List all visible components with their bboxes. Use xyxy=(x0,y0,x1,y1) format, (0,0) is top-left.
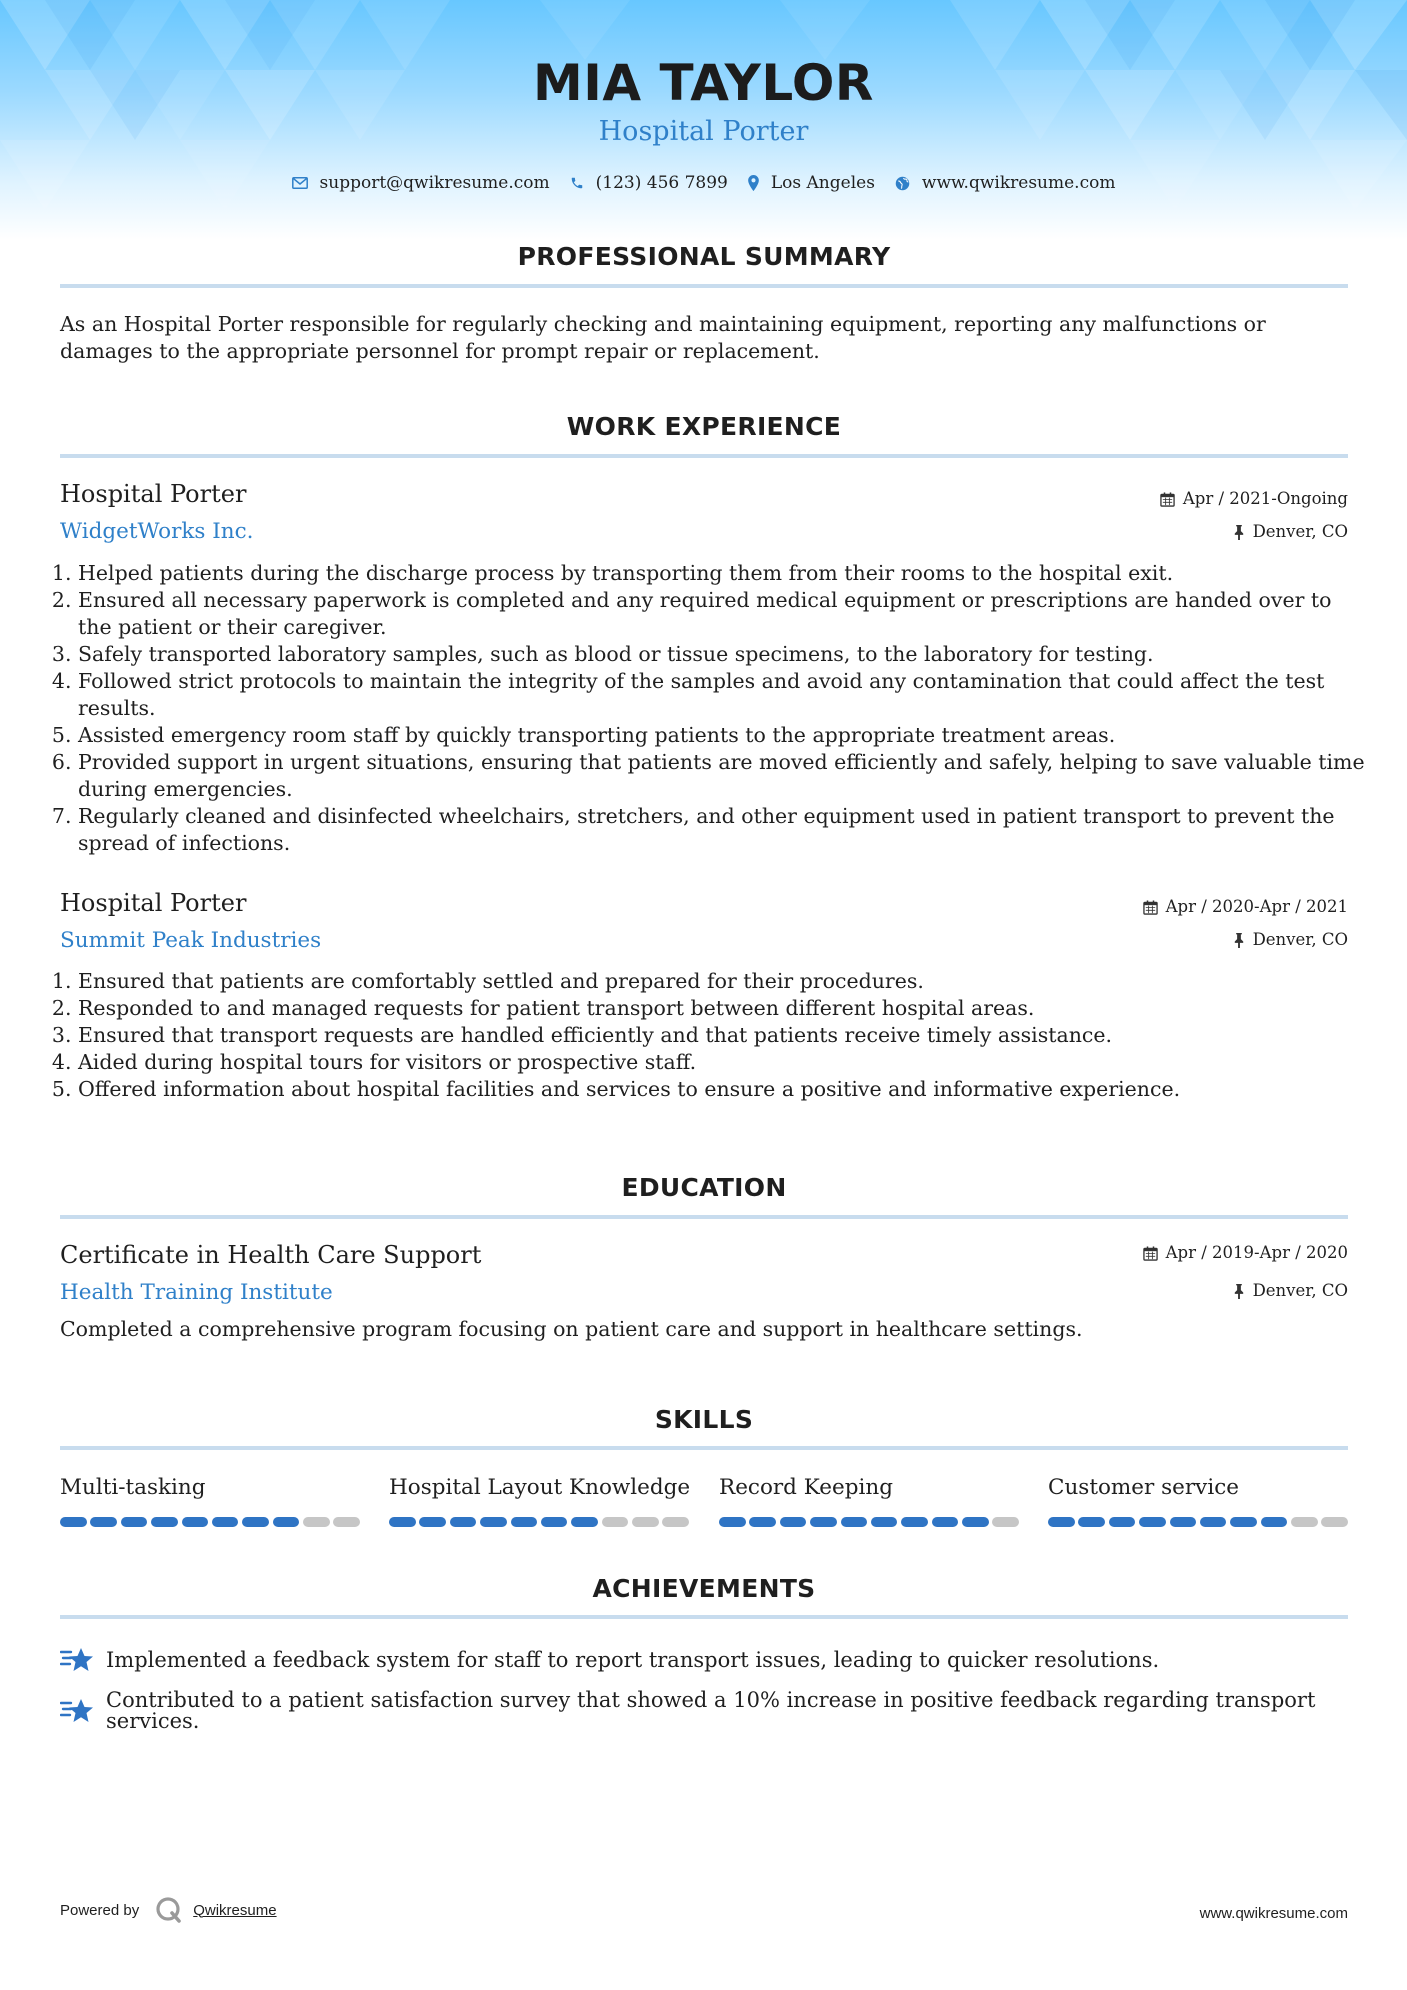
skill-segment-filled xyxy=(511,1517,538,1527)
education-location-text: Denver, CO xyxy=(1252,1281,1348,1300)
skill-segment-filled xyxy=(841,1517,868,1527)
achievement-item xyxy=(60,1646,1348,1674)
skill-level-bar xyxy=(719,1517,1019,1527)
contact-website-text: www.qwikresume.com xyxy=(921,173,1116,193)
phone-icon xyxy=(570,176,584,190)
education-location xyxy=(1233,1283,1348,1300)
summary-divider xyxy=(60,284,1348,288)
skill-segment-filled xyxy=(419,1517,446,1527)
job-1-role: Hospital Porter xyxy=(60,480,247,508)
achievements-divider xyxy=(60,1615,1348,1619)
skill-segment-empty xyxy=(303,1517,330,1527)
skill-level-bar xyxy=(389,1517,689,1527)
list-item: 5. Offered information about hospital facilities and services to ensure a positive and informative experience. xyxy=(78,1076,1366,1103)
achievements-heading: ACHIEVEMENTS xyxy=(592,1574,816,1603)
list-item: 3. Ensured that transport requests are handled efficiently and that patients receive timely assistance. xyxy=(78,1022,1366,1049)
list-item: 5. Assisted emergency room staff by quickly transporting patients to the appropriate treatment areas. xyxy=(78,722,1366,749)
skill-segment-empty xyxy=(662,1517,689,1527)
skill-segment-filled xyxy=(932,1517,959,1527)
achievement-text: Contributed to a patient satisfaction survey that showed a 10% increase in positive feedback regarding transport services. xyxy=(106,1688,1316,1733)
education-date-text: Apr / 2019-Apr / 2020 xyxy=(1165,1243,1348,1262)
skill-name: Multi-tasking xyxy=(60,1475,206,1500)
list-item: 2. Ensured all necessary paperwork is completed and any required medical equipment or prescriptions are handed over to the patient or their caregiver. xyxy=(78,587,1366,641)
skill-segment-filled xyxy=(810,1517,837,1527)
education-date xyxy=(1143,1245,1348,1262)
skill-segment-filled xyxy=(1170,1517,1197,1527)
skill-segment-empty xyxy=(1291,1517,1318,1527)
skill-segment-filled xyxy=(151,1517,178,1527)
skill-segment-filled xyxy=(571,1517,598,1527)
skill-segment-filled xyxy=(1230,1517,1257,1527)
experience-heading: WORK EXPERIENCE xyxy=(566,412,842,441)
list-item: 4. Followed strict protocols to maintain the integrity of the samples and avoid any contamination that could affect the test results. xyxy=(78,668,1366,722)
list-item: 7. Regularly cleaned and disinfected wheelchairs, stretchers, and other equipment used in patient transport to prevent the spread of infections. xyxy=(78,803,1366,857)
education-divider xyxy=(60,1215,1348,1219)
contact-phone-text: (123) 456 7899 xyxy=(595,173,728,193)
job-1-bullets xyxy=(60,560,1366,857)
skill-name: Hospital Layout Knowledge xyxy=(389,1475,691,1500)
skill-segment-filled xyxy=(242,1517,269,1527)
globe-icon xyxy=(895,176,910,191)
powered-by-label: Powered by xyxy=(60,1901,140,1919)
skill-segment-empty xyxy=(992,1517,1019,1527)
skill-segment-filled xyxy=(90,1517,117,1527)
list-item: 1. Helped patients during the discharge process by transporting them from their rooms to the hospital exit. xyxy=(78,560,1366,587)
job-2-company: Summit Peak Industries xyxy=(60,928,322,953)
calendar-icon xyxy=(1143,1246,1158,1261)
candidate-name: MIA TAYLOR xyxy=(533,54,874,112)
skill-item xyxy=(1048,1477,1348,1527)
job-1-location-text: Denver, CO xyxy=(1252,522,1348,541)
candidate-title: Hospital Porter xyxy=(598,116,809,147)
envelope-icon xyxy=(292,177,308,189)
skill-segment-filled xyxy=(1200,1517,1227,1527)
pushpin-icon xyxy=(1233,525,1245,540)
calendar-icon xyxy=(1143,900,1158,915)
skill-segment-filled xyxy=(541,1517,568,1527)
pushpin-icon xyxy=(1233,1284,1245,1299)
achievement-text: Implemented a feedback system for staff to report transport issues, leading to quicker resolutions. xyxy=(106,1647,1160,1672)
skill-segment-filled xyxy=(121,1517,148,1527)
skill-segment-filled xyxy=(1109,1517,1136,1527)
contact-email[interactable] xyxy=(292,173,550,193)
contact-website[interactable] xyxy=(895,173,1116,193)
skill-segment-filled xyxy=(389,1517,416,1527)
summary-text: As an Hospital Porter responsible for regularly checking and maintaining equipment, reporting any malfunctions or damages to the appropriate personnel for prompt repair or replacement. xyxy=(60,312,1266,363)
list-item: 1. Ensured that patients are comfortably settled and prepared for their procedures. xyxy=(78,968,1366,995)
skill-segment-filled xyxy=(719,1517,746,1527)
list-item: 2. Responded to and managed requests for patient transport between different hospital areas. xyxy=(78,995,1366,1022)
skill-item xyxy=(719,1477,1019,1527)
skill-segment-filled xyxy=(749,1517,776,1527)
shooting-star-icon xyxy=(60,1646,94,1674)
list-item: 3. Safely transported laboratory samples, such as blood or tissue specimens, to the laboratory for testing. xyxy=(78,641,1366,668)
skills-heading: SKILLS xyxy=(654,1405,754,1434)
skill-level-bar xyxy=(60,1517,360,1527)
footer-powered-by xyxy=(60,1896,277,1924)
calendar-icon xyxy=(1160,492,1175,507)
job-1-location xyxy=(1233,524,1348,541)
experience-divider xyxy=(60,454,1348,458)
job-1-date xyxy=(1160,491,1348,508)
job-2-date xyxy=(1143,899,1348,916)
location-pin-icon xyxy=(748,175,759,191)
job-1-date-text: Apr / 2021-Ongoing xyxy=(1182,489,1348,508)
job-1-company: WidgetWorks Inc. xyxy=(60,519,254,544)
skill-segment-filled xyxy=(480,1517,507,1527)
skill-segment-filled xyxy=(60,1517,87,1527)
skill-segment-filled xyxy=(1048,1517,1075,1527)
list-item: 4. Aided during hospital tours for visitors or prospective staff. xyxy=(78,1049,1366,1076)
contact-bar xyxy=(0,173,1407,193)
skill-segment-filled xyxy=(182,1517,209,1527)
education-heading: EDUCATION xyxy=(621,1173,787,1202)
skill-segment-filled xyxy=(780,1517,807,1527)
skill-segment-filled xyxy=(273,1517,300,1527)
contact-email-text: support@qwikresume.com xyxy=(319,173,550,193)
contact-location xyxy=(748,173,875,193)
education-description: Completed a comprehensive program focusing on patient care and support in healthcare settings. xyxy=(60,1317,1083,1341)
skill-segment-filled xyxy=(212,1517,239,1527)
skill-segment-filled xyxy=(871,1517,898,1527)
education-degree: Certificate in Health Care Support xyxy=(60,1241,482,1269)
skill-segment-empty xyxy=(333,1517,360,1527)
job-2-location xyxy=(1233,932,1348,949)
shooting-star-icon xyxy=(60,1697,94,1725)
summary-heading: PROFESSIONAL SUMMARY xyxy=(517,242,891,271)
education-school: Health Training Institute xyxy=(60,1280,333,1305)
job-2-location-text: Denver, CO xyxy=(1252,930,1348,949)
job-2-date-text: Apr / 2020-Apr / 2021 xyxy=(1165,897,1348,916)
skill-level-bar xyxy=(1048,1517,1348,1527)
skill-segment-filled xyxy=(962,1517,989,1527)
skills-divider xyxy=(60,1446,1348,1450)
skill-segment-empty xyxy=(1321,1517,1348,1527)
skill-segment-filled xyxy=(450,1517,477,1527)
job-2-role: Hospital Porter xyxy=(60,889,247,917)
qwikresume-logo-icon xyxy=(155,1896,183,1924)
skill-name: Customer service xyxy=(1048,1475,1239,1500)
skill-segment-filled xyxy=(1078,1517,1105,1527)
achievement-item xyxy=(60,1690,1348,1732)
qwikresume-link[interactable]: Qwikresume xyxy=(193,1901,277,1919)
skill-segment-filled xyxy=(901,1517,928,1527)
skill-segment-empty xyxy=(632,1517,659,1527)
contact-phone[interactable] xyxy=(570,173,728,193)
skill-segment-filled xyxy=(1139,1517,1166,1527)
skill-item xyxy=(389,1477,689,1527)
list-item: 6. Provided support in urgent situations, ensuring that patients are moved efficiently and safely, helping to save valuable time during emergencies. xyxy=(78,749,1366,803)
job-2-bullets xyxy=(60,968,1366,1103)
footer-website[interactable]: www.qwikresume.com xyxy=(1199,1905,1348,1922)
skill-segment-empty xyxy=(602,1517,629,1527)
skill-item xyxy=(60,1477,360,1527)
contact-location-text: Los Angeles xyxy=(770,173,875,193)
skill-segment-filled xyxy=(1261,1517,1288,1527)
pushpin-icon xyxy=(1233,933,1245,948)
skill-name: Record Keeping xyxy=(719,1475,893,1500)
